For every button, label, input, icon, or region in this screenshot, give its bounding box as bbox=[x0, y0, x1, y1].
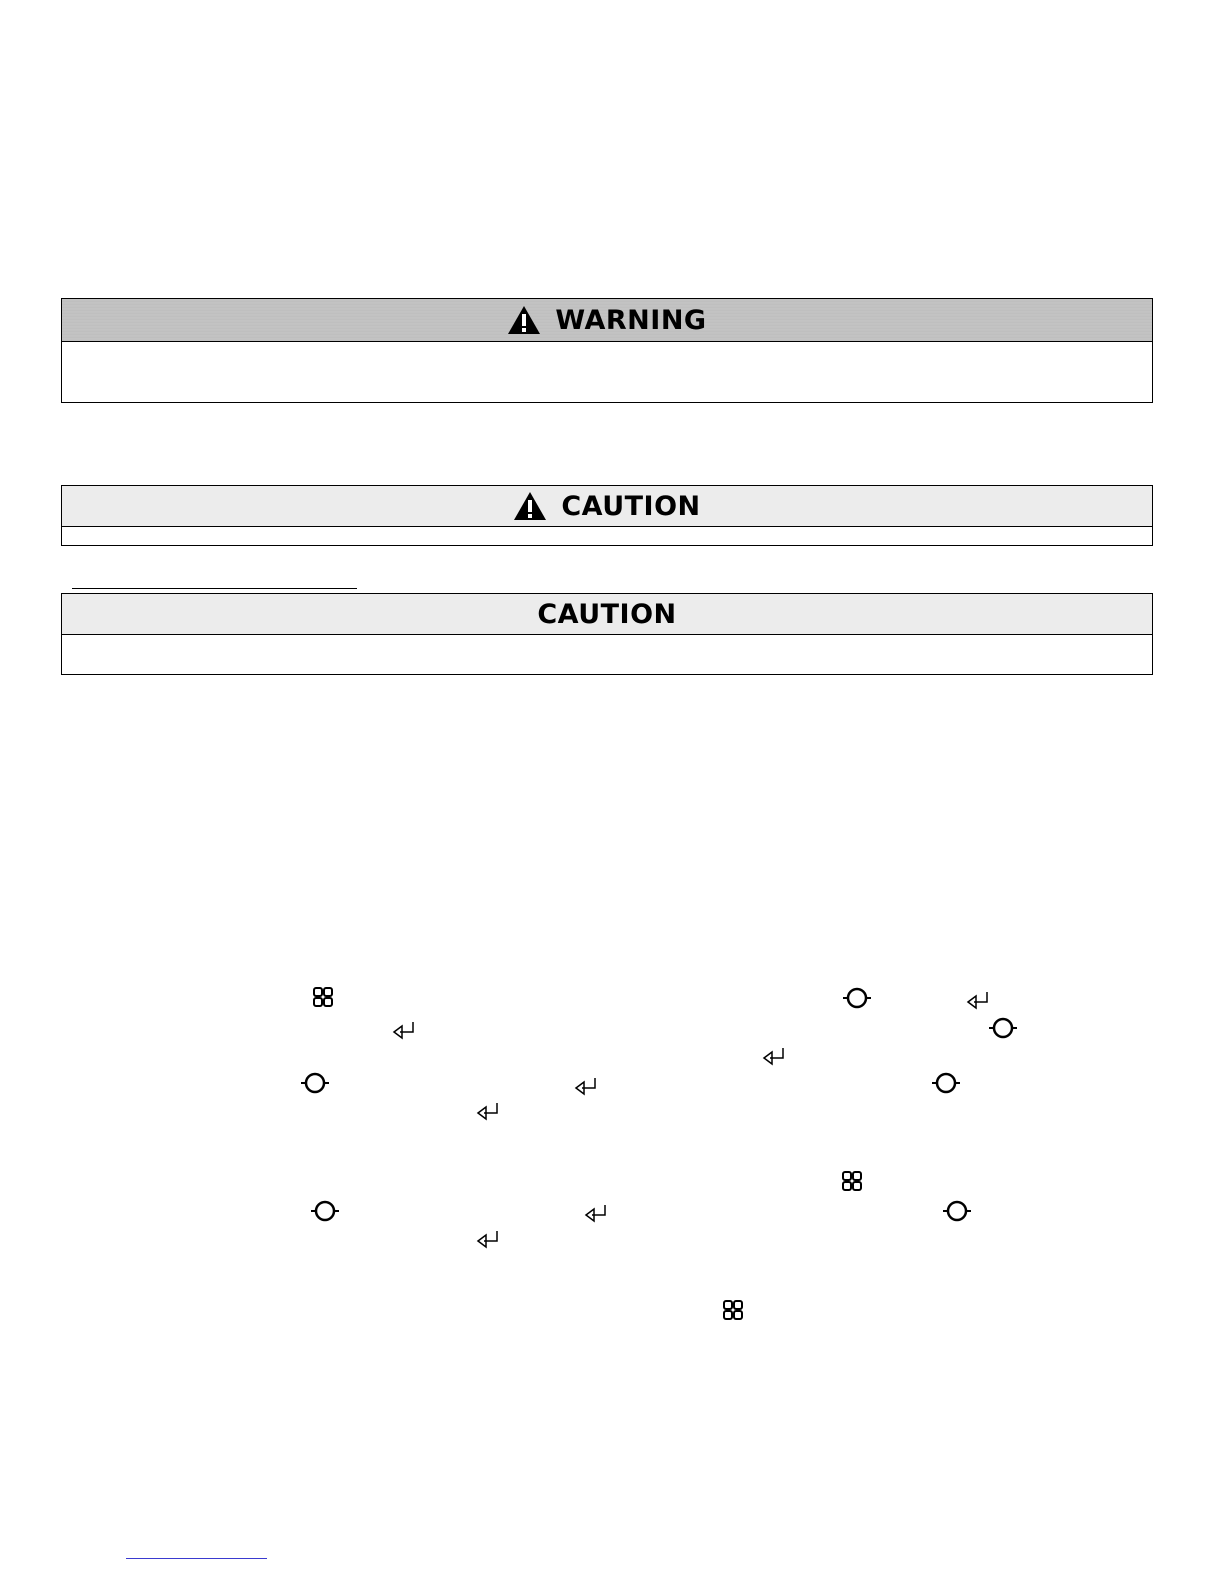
encoder-knob-icon bbox=[310, 1197, 340, 1225]
caution-header-1 bbox=[62, 486, 1152, 527]
section-heading-underline bbox=[72, 588, 357, 589]
encoder-knob-icon bbox=[842, 984, 872, 1012]
warning-box bbox=[61, 298, 1153, 403]
warning-title: WARNING bbox=[555, 304, 707, 336]
caution-title-1: CAUTION bbox=[561, 490, 701, 522]
encoder-knob-icon bbox=[942, 1197, 972, 1225]
warning-header bbox=[62, 299, 1152, 342]
encoder-knob-icon bbox=[300, 1069, 330, 1097]
enter-arrow-icon bbox=[584, 1203, 610, 1223]
menu-grid-icon bbox=[722, 1299, 744, 1321]
footer-link-underline[interactable] bbox=[126, 1558, 267, 1559]
enter-arrow-icon bbox=[476, 1101, 502, 1121]
encoder-knob-icon bbox=[988, 1014, 1018, 1042]
caution-title-2: CAUTION bbox=[537, 598, 677, 630]
enter-arrow-icon bbox=[762, 1046, 788, 1066]
menu-grid-icon bbox=[841, 1170, 863, 1192]
menu-grid-icon bbox=[312, 986, 334, 1008]
enter-arrow-icon bbox=[392, 1020, 418, 1040]
caution-header-2 bbox=[62, 594, 1152, 635]
warning-triangle-icon bbox=[507, 305, 541, 335]
enter-arrow-icon bbox=[966, 990, 992, 1010]
caution-box-1 bbox=[61, 485, 1153, 546]
warning-triangle-icon bbox=[513, 491, 547, 521]
enter-arrow-icon bbox=[476, 1229, 502, 1249]
enter-arrow-icon bbox=[574, 1076, 600, 1096]
encoder-knob-icon bbox=[931, 1069, 961, 1097]
caution-box-2 bbox=[61, 593, 1153, 675]
